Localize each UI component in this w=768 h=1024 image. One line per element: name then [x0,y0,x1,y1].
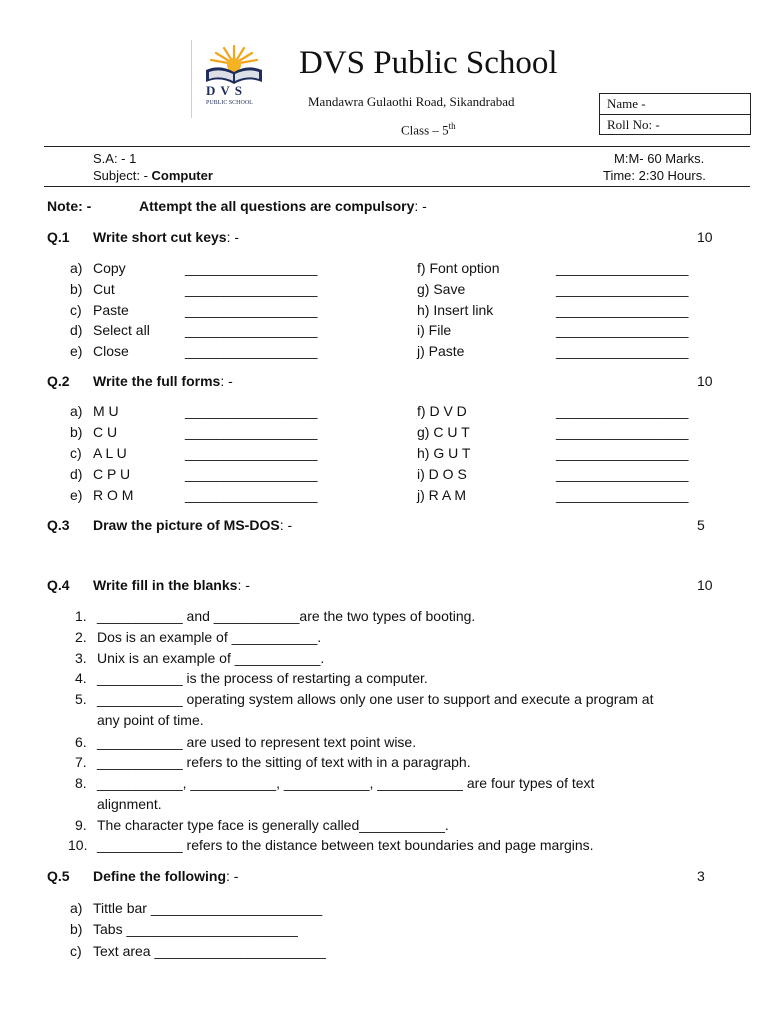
q2-right-item: h) G U T [417,445,471,461]
answer-blank[interactable]: _________________ [556,487,689,503]
sa-label: S.A: - 1 [93,151,137,166]
exam-time: Time: 2:30 Hours. [603,168,706,183]
answer-blank[interactable]: _________________ [556,302,689,318]
q3-title-text: Draw the picture of MS-DOS [93,517,280,533]
q4-item-text: ___________ is the process of restarting a computer. [97,670,428,686]
answer-blank[interactable]: _________________ [185,260,318,276]
q4-title-tail: : - [237,577,250,593]
answer-blank[interactable]: _________________ [185,281,318,297]
q1-left-item: Cut [93,281,115,297]
q4-item-number: 7. [75,754,87,770]
school-address: Mandawra Gulaothi Road, Sikandrabad [308,94,515,109]
q5-marks: 3 [697,868,705,884]
q2-left-letter: c) [70,445,82,461]
q5-item: Tabs ______________________ [93,921,298,937]
answer-blank[interactable]: _________________ [556,281,689,297]
q4-item-number: 3. [75,650,87,666]
q4-item-text: ___________ are used to represent text point wise. [97,734,417,750]
q2-title [93,373,233,389]
q1-title-text: Write short cut keys [93,229,227,245]
q2-title-tail: : - [220,373,233,389]
q2-title-text: Write the full forms [93,373,221,389]
note-text [139,198,427,214]
q2-left-item: M U [93,403,119,419]
q4-item-number: 5. [75,691,87,707]
q1-left-letter: b) [70,281,83,297]
q4-item-text: The character type face is generally called___________. [97,817,449,833]
answer-blank[interactable]: _________________ [185,322,318,338]
q4-item-number: 9. [75,817,87,833]
answer-blank[interactable]: _________________ [185,302,318,318]
answer-blank[interactable]: _________________ [185,445,318,461]
max-marks: M:M- 60 Marks. [614,151,705,166]
q1-right-item: i) File [417,322,452,338]
q4-item-number: 2. [75,629,87,645]
q5-title [93,868,238,884]
answer-blank[interactable]: _________________ [185,403,318,419]
answer-blank[interactable]: _________________ [556,445,689,461]
q1-left-letter: a) [70,260,83,276]
q5-item: Text area ______________________ [93,943,326,959]
q1-title [93,229,239,245]
q5-letter: a) [70,900,83,916]
q2-left-item: C U [93,424,118,440]
q5-letter: c) [70,943,82,959]
q2-marks: 10 [697,373,713,389]
q5-title-text: Define the following [93,868,226,884]
q3-number: Q.3 [47,517,70,533]
q5-number: Q.5 [47,868,70,884]
note-label: Note: - [47,198,92,214]
q2-right-item: g) C U T [417,424,470,440]
q4-item-text: ___________ refers to the sitting of text with in a paragraph. [97,754,471,770]
q2-left-letter: a) [70,403,83,419]
answer-blank[interactable]: _________________ [556,466,689,482]
answer-blank[interactable]: _________________ [556,260,689,276]
q4-item-text: Dos is an example of ___________. [97,629,322,645]
answer-blank[interactable]: _________________ [185,343,318,359]
note-bold-text: Attempt the all questions are compulsory [139,198,415,214]
q1-right-item: f) Font option [417,260,500,276]
class-sup: th [448,121,456,131]
q4-item-text-continued: alignment. [97,796,162,812]
q2-right-item: f) D V D [417,403,467,419]
q4-item-text: Unix is an example of ___________. [97,650,325,666]
answer-blank[interactable]: _________________ [556,403,689,419]
student-id-box [599,93,751,135]
header-rule-top [44,146,750,147]
q4-item-number: 6. [75,734,87,750]
q4-number: Q.4 [47,577,70,593]
q2-left-letter: d) [70,466,83,482]
q1-left-item: Select all [93,322,150,338]
q1-title-tail: : - [226,229,240,245]
q2-left-item: C P U [93,466,131,482]
q1-left-item: Close [93,343,129,359]
name-field[interactable]: Name - [607,96,646,111]
subject-value: Computer [151,168,213,183]
logo-subtext: PUBLIC SCHOOL [206,100,253,106]
q1-left-item: Copy [93,260,126,276]
q1-left-item: Paste [93,302,129,318]
q3-title-tail: : - [279,517,293,533]
q3-marks: 5 [697,517,705,533]
q2-left-item: A L U [93,445,127,461]
answer-blank[interactable]: _________________ [556,424,689,440]
q4-item-text: ___________ and ___________are the two types of booting. [97,608,476,624]
q1-marks: 10 [697,229,713,245]
q2-left-item: R O M [93,487,134,503]
q1-right-item: h) Insert link [417,302,494,318]
q4-title [93,577,250,593]
q1-right-item: j) Paste [417,343,465,359]
q2-number: Q.2 [47,373,70,389]
logo-divider [191,40,192,118]
q4-item-text-continued: any point of time. [97,712,204,728]
q4-item-text: ___________ refers to the distance between text boundaries and page margins. [97,837,594,853]
subject-label: Subject: - [93,168,152,183]
q4-marks: 10 [697,577,713,593]
q1-number: Q.1 [47,229,70,245]
note-tail: : - [414,198,427,214]
answer-blank[interactable]: _________________ [556,343,689,359]
answer-blank[interactable]: _________________ [185,487,318,503]
q4-item-number: 1. [75,608,87,624]
answer-blank[interactable]: _________________ [185,466,318,482]
q3-title [93,517,292,533]
answer-blank[interactable]: _________________ [556,322,689,338]
q2-left-letter: e) [70,487,83,503]
q5-title-tail: : - [226,868,239,884]
logo-text: D V S [206,83,244,98]
roll-no-field[interactable]: Roll No: - [600,114,750,135]
q1-left-letter: c) [70,302,82,318]
q4-item-number: 8. [75,775,87,791]
answer-blank[interactable]: _________________ [185,424,318,440]
q1-left-letter: e) [70,343,83,359]
class-label [401,121,456,138]
q4-item-text: ___________, ___________, ___________, ___________ are four types of text [97,775,595,791]
q5-item: Tittle bar ______________________ [93,900,323,916]
school-name: DVS Public School [299,45,558,81]
header-rule-bottom [44,186,750,187]
q4-item-number: 10. [68,837,88,853]
q4-item-number: 4. [75,670,87,686]
q2-right-item: j) R A M [417,487,467,503]
q5-letter: b) [70,921,83,937]
q1-right-item: g) Save [417,281,466,297]
subject-line [93,168,213,183]
q2-left-letter: b) [70,424,83,440]
q4-title-text: Write fill in the blanks [93,577,238,593]
q2-right-item: i) D O S [417,466,467,482]
class-text: Class – 5 [401,122,449,138]
q4-item-text: ___________ operating system allows only one user to support and execute a program at [97,691,654,707]
q1-left-letter: d) [70,322,83,338]
